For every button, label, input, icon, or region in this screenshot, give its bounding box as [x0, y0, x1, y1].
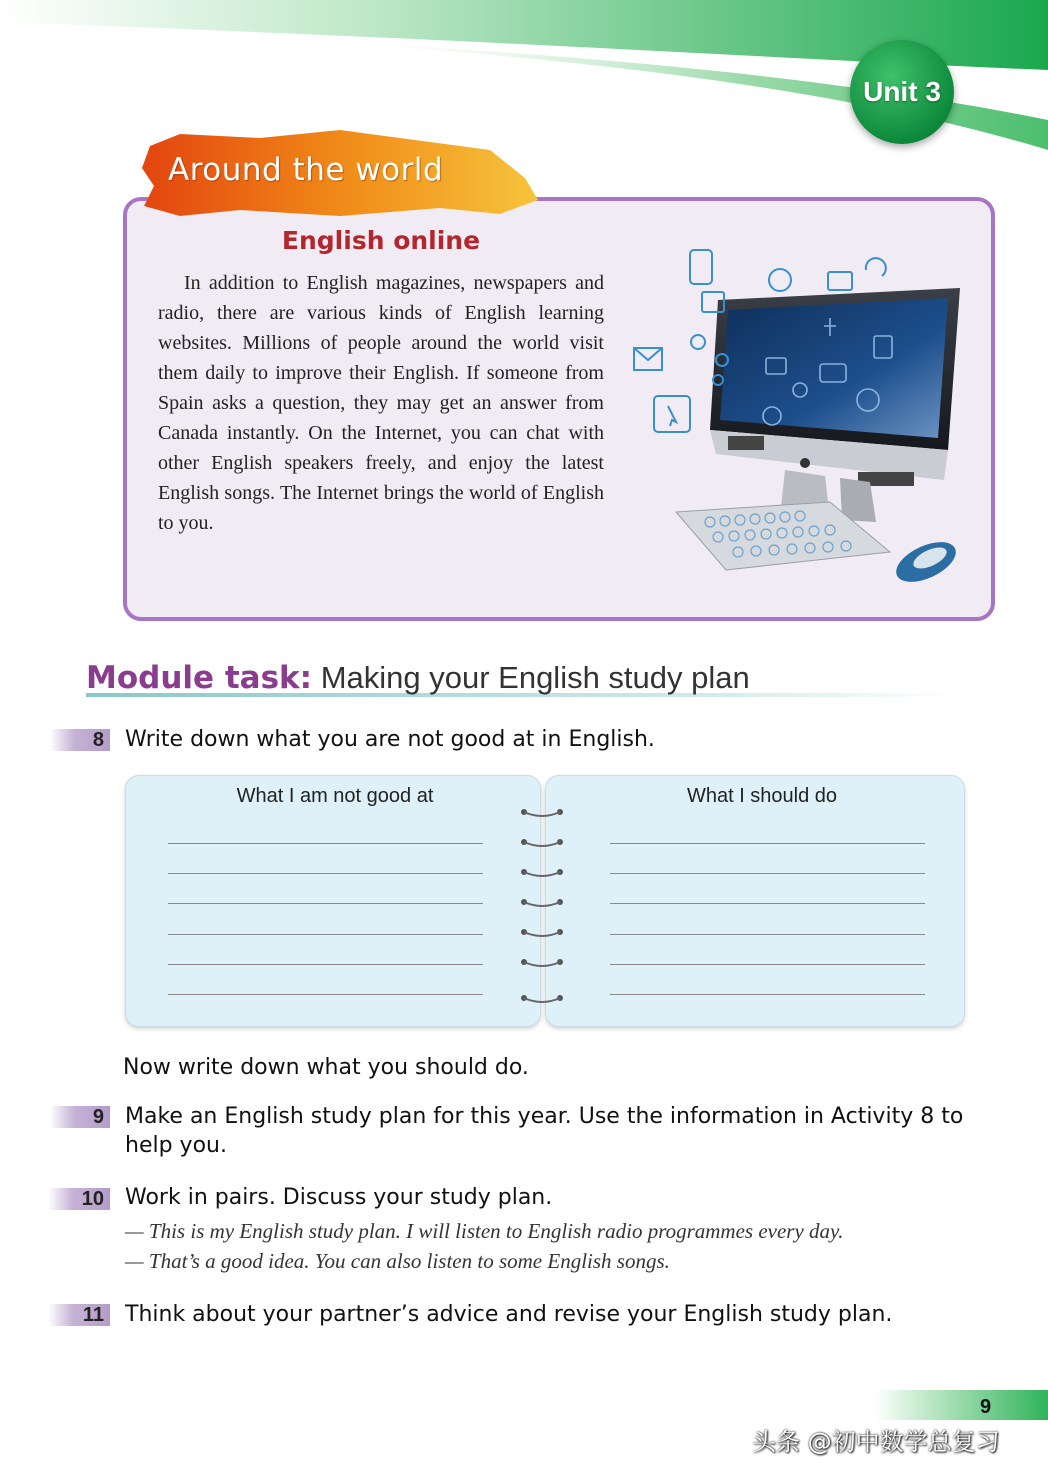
module-task-label: Module task:	[86, 660, 313, 696]
writing-line[interactable]	[168, 843, 483, 844]
spiral-ring	[520, 954, 564, 970]
around-the-world-title: Around the world	[168, 152, 444, 188]
writing-line[interactable]	[610, 994, 925, 995]
activity-11-instruction: Think about your partner’s advice and revise your English study plan.	[125, 1302, 893, 1327]
activity-10-number: 10	[48, 1188, 110, 1210]
dialogue-line-1: — This is my English study plan. I will listen to English radio programmes every day.	[125, 1219, 844, 1243]
writing-line[interactable]	[168, 934, 483, 935]
spiral-ring	[520, 804, 564, 820]
module-task-heading	[86, 660, 750, 696]
activity-8-instruction: Write down what you are not good at in English.	[125, 727, 655, 752]
watermark: 头条 @初中数学总复习	[752, 1428, 1000, 1456]
notebook-left-heading: What I am not good at	[236, 785, 434, 807]
spiral-ring	[520, 864, 564, 880]
writing-line[interactable]	[610, 873, 925, 874]
page-number-band	[875, 1390, 1048, 1420]
spiral-ring	[520, 924, 564, 940]
writing-line[interactable]	[610, 934, 925, 935]
computer-illustration	[630, 240, 970, 600]
reading-title: English online	[281, 226, 481, 255]
writing-line[interactable]	[168, 903, 483, 904]
activity-8-follow-up: Now write down what you should do.	[123, 1055, 529, 1080]
writing-line[interactable]	[168, 994, 483, 995]
reading-paragraph: In addition to English magazines, newspapers and radio, there are various kinds of English learning websites. Millions of people around the world visit them daily to improve their English. If someone from Spain asks a question, they may get an answer from Canada instantly. On the Internet, you can chat with other English speakers freely, and enjoy the latest English songs. The Internet brings the world of English to you.	[158, 272, 604, 534]
notebook-left-page	[125, 775, 541, 1027]
notebook-right-heading: What I should do	[686, 785, 838, 807]
activity-8-number: 8	[50, 729, 110, 751]
spiral-ring	[520, 990, 564, 1006]
reading-passage	[158, 268, 604, 538]
dialogue-line-2: — That’s a good idea. You can also listen to some English songs.	[125, 1249, 670, 1273]
activity-10-instruction: Work in pairs. Discuss your study plan.	[125, 1185, 553, 1210]
writing-line[interactable]	[168, 964, 483, 965]
notebook-right-page	[545, 775, 965, 1027]
writing-line[interactable]	[610, 843, 925, 844]
page-number: 9	[980, 1396, 992, 1418]
writing-line[interactable]	[168, 873, 483, 874]
module-task-title: Making your English study plan	[320, 660, 750, 695]
writing-line[interactable]	[610, 964, 925, 965]
spiral-ring	[520, 894, 564, 910]
writing-line[interactable]	[610, 903, 925, 904]
unit-badge: Unit 3	[850, 40, 954, 144]
activity-11-number: 11	[48, 1304, 110, 1326]
activity-9-instruction-line2: help you.	[125, 1133, 227, 1158]
activity-9-number: 9	[50, 1106, 110, 1128]
activity-9-instruction-line1: Make an English study plan for this year. Use the information in Activity 8 to	[125, 1104, 964, 1129]
spiral-ring	[520, 834, 564, 850]
